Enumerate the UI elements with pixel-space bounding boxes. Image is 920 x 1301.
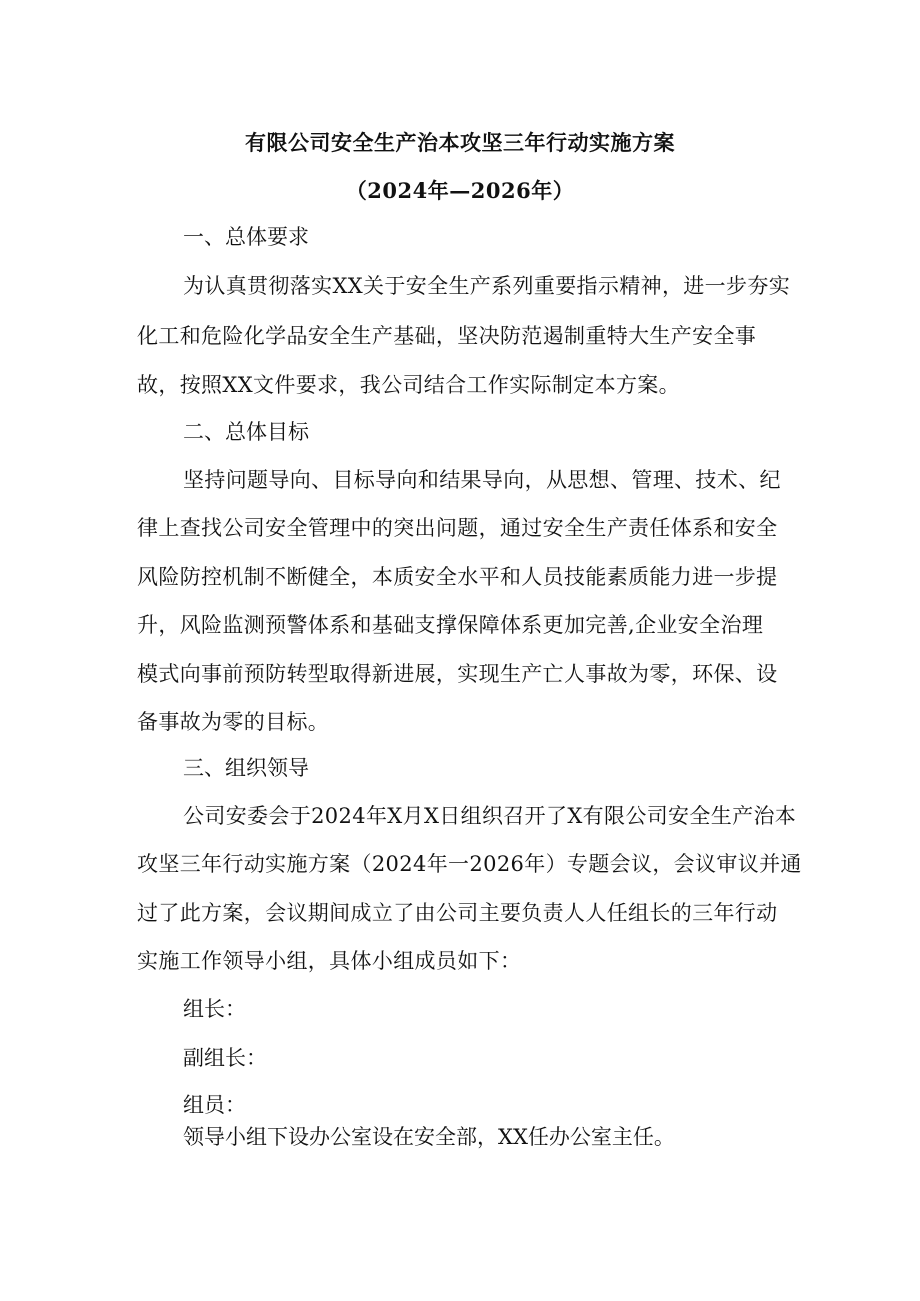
paragraph-line: 升，风险监测预警体系和基础支撑保障体系更加完善,企业安全治理 xyxy=(137,613,764,637)
document-subtitle: （2024年—2026年） xyxy=(345,178,575,203)
paragraph-line: 实施工作领导小组，具体小组成员如下： xyxy=(137,949,522,973)
paragraph-line: 化工和危险化学品安全生产基础，坚决防范遏制重特大生产安全事 xyxy=(137,324,757,348)
paragraph-line: 坚持问题导向、目标导向和结果导向，从思想、管理、技术、纪 xyxy=(183,468,781,492)
paragraph-line: 律上查找公司安全管理中的突出问题，通过安全生产责任体系和安全 xyxy=(137,516,778,540)
office-note: 领导小组下设办公室设在安全部，XX任办公室主任。 xyxy=(183,1125,675,1149)
paragraph-line: 攻坚三年行动实施方案（2024年一2026年）专题会议，会议审议并通 xyxy=(137,852,802,876)
paragraph-line: 公司安委会于2024年X月X日组织召开了X有限公司安全生产治本 xyxy=(183,804,797,828)
paragraph-line: 故，按照XX文件要求，我公司结合工作实际制定本方案。 xyxy=(137,373,680,397)
paragraph-line: 过了此方案，会议期间成立了由公司主要负责人人任组长的三年行动 xyxy=(137,901,778,925)
paragraph-line: 风险防控机制不断健全，本质安全水平和人员技能素质能力进一步提 xyxy=(137,565,778,589)
group-leader-label: 组长： xyxy=(183,997,246,1021)
paragraph-line: 备事故为零的目标。 xyxy=(137,710,330,734)
section-heading: 二、总体目标 xyxy=(183,420,309,444)
paragraph-line: 为认真贯彻落实XX关于安全生产系列重要指示精神，进一步夯实 xyxy=(183,274,791,298)
section-heading: 三、组织领导 xyxy=(183,756,309,780)
deputy-leader-label: 副组长： xyxy=(183,1046,267,1070)
section-heading: 一、总体要求 xyxy=(183,225,309,249)
paragraph-line: 模式向事前预防转型取得新进展，实现生产亡人事故为零，环保、设 xyxy=(137,662,778,686)
group-members-label: 组员： xyxy=(183,1093,246,1117)
document-title: 有限公司安全生产治本攻坚三年行动实施方案 xyxy=(245,130,675,155)
